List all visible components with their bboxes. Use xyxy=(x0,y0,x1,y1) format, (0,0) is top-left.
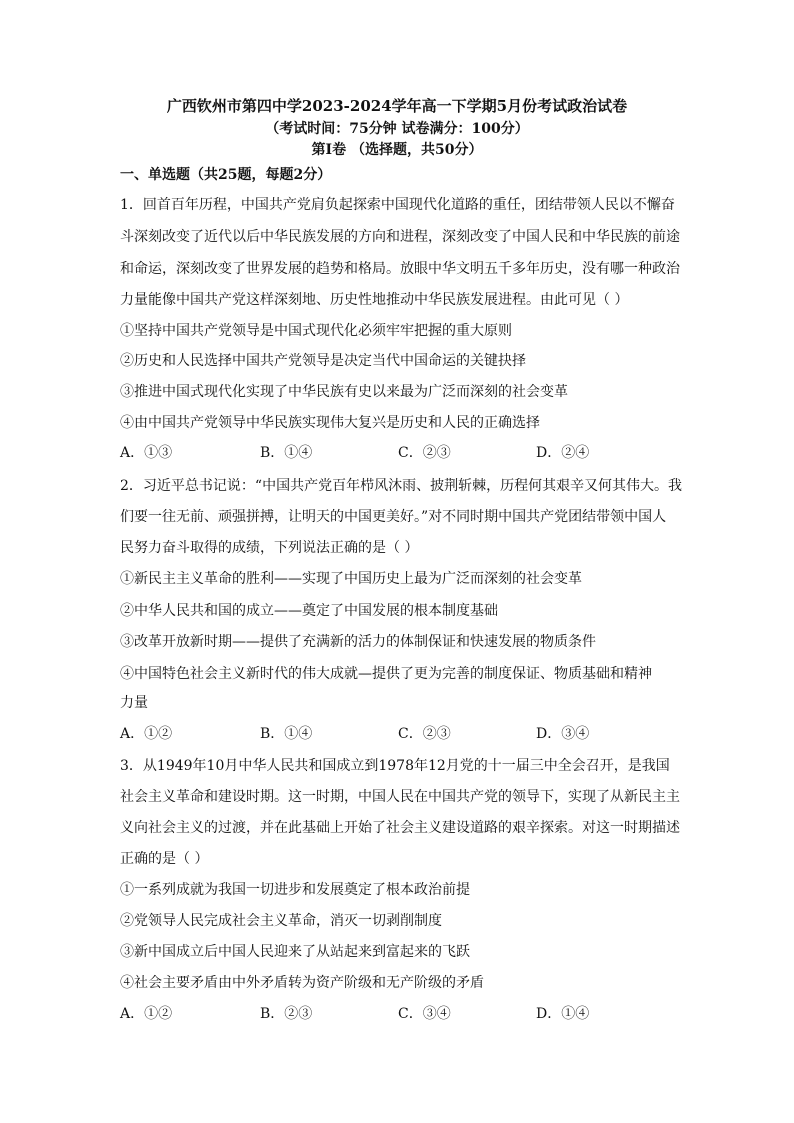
question-1-line: 力量能像中国共产党这样深刻地、历史性地推动中华民族发展进程。由此可见（ ） xyxy=(120,292,629,308)
section-heading: 一、单选题（共25题，每题2分） xyxy=(120,167,332,183)
option-d[interactable]: D．①④ xyxy=(536,1006,590,1022)
question-3-statement-3: ③新中国成立后中国人民迎来了从站起来到富起来的飞跃 xyxy=(120,944,470,960)
question-1-options xyxy=(120,442,680,462)
question-2-statement-1: ①新民主主义革命的胜利——实现了中国历史上最为广泛而深刻的社会变革 xyxy=(120,571,582,587)
exam-time-info: （考试时间：75分钟 试卷满分：100分） xyxy=(265,121,529,137)
question-2-statement-3: ③改革开放新时期——提供了充满新的活力的体制保证和快速发展的物质条件 xyxy=(120,634,596,650)
option-b[interactable]: B．②③ xyxy=(260,1006,313,1022)
question-3-options xyxy=(120,1003,680,1023)
question-3-line: 正确的是（ ） xyxy=(120,851,209,867)
option-d[interactable]: D．③④ xyxy=(536,726,590,742)
part-heading: 第I卷 （选择题，共50分） xyxy=(311,142,483,158)
question-1-statement-3: ③推进中国式现代化实现了中华民族有史以来最为广泛而深刻的社会变革 xyxy=(120,384,568,400)
question-2-line: 2．习近平总书记说：“中国共产党百年栉风沐雨、披荆斩棘，历程何其艰辛又何其伟大。我 xyxy=(120,478,683,494)
question-2-statement-4-cont: 力量 xyxy=(120,695,148,711)
question-1-statement-2: ②历史和人民选择中国共产党领导是决定当代中国命运的关键抉择 xyxy=(120,353,526,369)
option-a[interactable]: A．①② xyxy=(120,1006,173,1022)
option-c[interactable]: C．③④ xyxy=(398,1006,451,1022)
option-a[interactable]: A．①② xyxy=(120,726,173,742)
option-b[interactable]: B．①④ xyxy=(260,445,313,461)
question-3-statement-2: ②党领导人民完成社会主义革命，消灭一切剥削制度 xyxy=(120,913,442,929)
question-1-statement-4: ④由中国共产党领导中华民族实现伟大复兴是历史和人民的正确选择 xyxy=(120,415,540,431)
option-c[interactable]: C．②③ xyxy=(398,726,451,742)
question-2-line: 民努力奋斗取得的成绩，下列说法正确的是（ ） xyxy=(120,540,419,556)
question-2-options xyxy=(120,723,680,743)
option-a[interactable]: A．①③ xyxy=(120,445,173,461)
question-2-statement-4: ④中国特色社会主义新时代的伟大成就—提供了更为完善的制度保证、物质基础和精神 xyxy=(120,666,652,682)
question-3-line: 社会主义革命和建设时期。这一时期，中国人民在中国共产党的领导下，实现了从新民主主 xyxy=(120,789,680,805)
option-c[interactable]: C．②③ xyxy=(398,445,451,461)
question-3-line: 3．从1949年10月中华人民共和国成立到1978年12月党的十一届三中全会召开，是我国 xyxy=(120,758,670,774)
question-3-line: 义向社会主义的过渡，并在此基础上开始了社会主义建设道路的艰辛探索。对这一时期描述 xyxy=(120,820,680,836)
exam-title: 广西钦州市第四中学2023-2024学年高一下学期5月份考试政治试卷 xyxy=(166,97,628,115)
question-1-line: 和命运，深刻改变了世界发展的趋势和格局。放眼中华文明五千多年历史，没有哪一种政治 xyxy=(120,261,680,277)
option-d[interactable]: D．②④ xyxy=(536,445,590,461)
question-3-statement-4: ④社会主要矛盾由中外矛盾转为资产阶级和无产阶级的矛盾 xyxy=(120,975,484,991)
question-1-line: 1．回首百年历程，中国共产党肩负起探索中国现代化道路的重任，团结带领人民以不懈奋 xyxy=(120,197,675,213)
question-2-line: 们要一往无前、顽强拼搏，让明天的中国更美好。”对不同时期中国共产党团结带领中国人 xyxy=(120,509,667,525)
question-1-line: 斗深刻改变了近代以后中华民族发展的方向和进程，深刻改变了中国人民和中华民族的前途 xyxy=(120,229,680,245)
question-2-statement-2: ②中华人民共和国的成立——奠定了中国发展的根本制度基础 xyxy=(120,603,498,619)
option-b[interactable]: B．①④ xyxy=(260,726,313,742)
question-3-statement-1: ①一系列成就为我国一切进步和发展奠定了根本政治前提 xyxy=(120,882,470,898)
question-1-statement-1: ①坚持中国共产党领导是中国式现代化必须牢牢把握的重大原则 xyxy=(120,323,512,339)
